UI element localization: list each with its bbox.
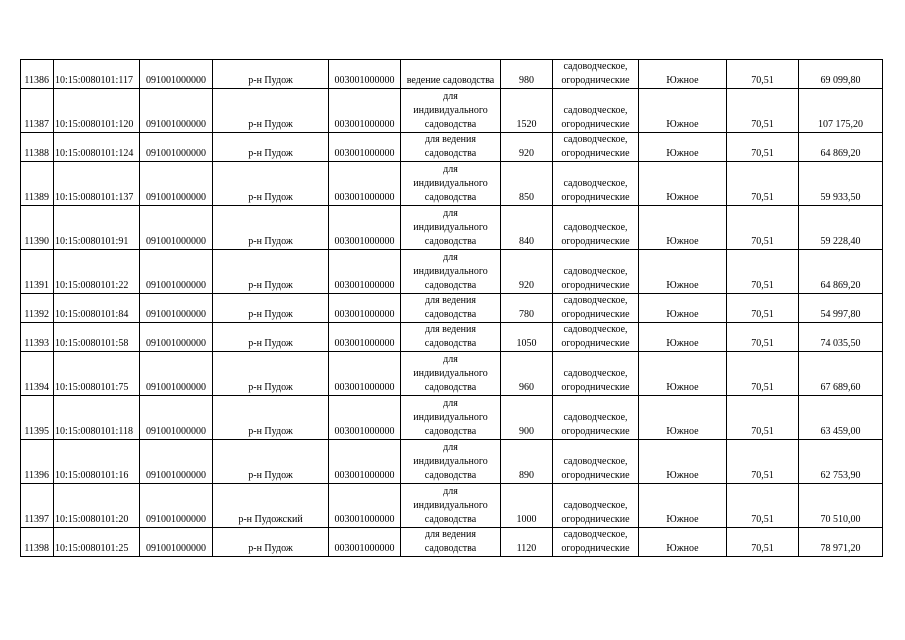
cadastral-value-cell: 74 035,50	[799, 323, 883, 352]
specific-value-cell: 70,51	[727, 162, 799, 206]
zone-cell: Южное	[639, 352, 727, 396]
permitted-use-cell-line: садоводства	[424, 236, 477, 247]
table-row	[21, 294, 883, 323]
permitted-use-cell	[401, 133, 501, 162]
land-use-type-cell-line: садоводческое,	[563, 134, 628, 145]
okato-code-cell: 091001000000	[140, 133, 213, 162]
district-cell: р-н Пудож	[213, 133, 329, 162]
permitted-use-cell-line: индивидуального	[413, 368, 488, 379]
table-body	[21, 60, 883, 557]
land-use-type-cell-line: садоводческое,	[563, 324, 628, 335]
permitted-use-cell	[401, 60, 501, 89]
table-row	[21, 484, 883, 528]
land-use-type-cell-line: огороднические	[561, 119, 630, 130]
zone-cell: Южное	[639, 440, 727, 484]
okato-code-cell: 091001000000	[140, 294, 213, 323]
land-use-type-cell-line: садоводческое,	[563, 529, 628, 540]
permitted-use-cell-line: садоводства	[424, 382, 477, 393]
specific-value-cell: 70,51	[727, 484, 799, 528]
permitted-use-cell-line: индивидуального	[413, 412, 488, 423]
cadastral-number-cell: 10:15:0080101:58	[54, 323, 140, 352]
zone-cell: Южное	[639, 294, 727, 323]
okato-code-cell: 091001000000	[140, 250, 213, 294]
cadastral-value-cell: 63 459,00	[799, 396, 883, 440]
oktmo-code-cell: 003001000000	[329, 440, 401, 484]
area-cell: 980	[501, 60, 553, 89]
oktmo-code-cell: 003001000000	[329, 133, 401, 162]
zone-cell: Южное	[639, 133, 727, 162]
land-use-type-cell-line: садоводческое,	[563, 500, 628, 511]
permitted-use-cell-line: индивидуального	[413, 222, 488, 233]
permitted-use-cell-line: для	[443, 91, 458, 102]
table-row	[21, 352, 883, 396]
cadastral-number-cell: 10:15:0080101:91	[54, 206, 140, 250]
specific-value-cell: 70,51	[727, 352, 799, 396]
row-number-cell: 11389	[21, 162, 54, 206]
oktmo-code-cell: 003001000000	[329, 162, 401, 206]
area-cell: 1520	[501, 89, 553, 133]
oktmo-code-cell: 003001000000	[329, 528, 401, 557]
cadastral-value-cell: 59 228,40	[799, 206, 883, 250]
oktmo-code-cell: 003001000000	[329, 250, 401, 294]
district-cell: р-н Пудож	[213, 162, 329, 206]
table-row	[21, 162, 883, 206]
cadastral-number-cell: 10:15:0080101:124	[54, 133, 140, 162]
cadastral-value-cell: 70 510,00	[799, 484, 883, 528]
permitted-use-cell-line: для	[443, 164, 458, 175]
cadastral-number-cell: 10:15:0080101:20	[54, 484, 140, 528]
okato-code-cell: 091001000000	[140, 352, 213, 396]
area-cell: 850	[501, 162, 553, 206]
oktmo-code-cell: 003001000000	[329, 323, 401, 352]
land-use-type-cell	[553, 89, 639, 133]
specific-value-cell: 70,51	[727, 89, 799, 133]
zone-cell: Южное	[639, 323, 727, 352]
land-cadastre-table	[20, 59, 883, 557]
row-number-cell: 11396	[21, 440, 54, 484]
specific-value-cell: 70,51	[727, 206, 799, 250]
specific-value-cell: 70,51	[727, 294, 799, 323]
land-use-type-cell-line: садоводческое,	[563, 178, 628, 189]
permitted-use-cell-line: садоводства	[424, 148, 477, 159]
permitted-use-cell	[401, 89, 501, 133]
land-use-type-cell	[553, 396, 639, 440]
table-row	[21, 528, 883, 557]
row-number-cell: 11398	[21, 528, 54, 557]
district-cell: р-н Пудож	[213, 206, 329, 250]
permitted-use-cell	[401, 250, 501, 294]
land-use-type-cell-line: огороднические	[561, 309, 630, 320]
permitted-use-cell	[401, 294, 501, 323]
land-use-type-cell-line: огороднические	[561, 148, 630, 159]
zone-cell: Южное	[639, 162, 727, 206]
cadastral-value-cell: 62 753,90	[799, 440, 883, 484]
land-use-type-cell	[553, 294, 639, 323]
cadastral-number-cell: 10:15:0080101:120	[54, 89, 140, 133]
oktmo-code-cell: 003001000000	[329, 396, 401, 440]
land-use-type-cell-line: огороднические	[561, 470, 630, 481]
area-cell: 840	[501, 206, 553, 250]
zone-cell: Южное	[639, 250, 727, 294]
land-use-type-cell	[553, 60, 639, 89]
permitted-use-cell	[401, 396, 501, 440]
oktmo-code-cell: 003001000000	[329, 60, 401, 89]
oktmo-code-cell: 003001000000	[329, 352, 401, 396]
specific-value-cell: 70,51	[727, 440, 799, 484]
cadastral-value-cell: 69 099,80	[799, 60, 883, 89]
okato-code-cell: 091001000000	[140, 396, 213, 440]
table-row	[21, 60, 883, 89]
area-cell: 920	[501, 133, 553, 162]
specific-value-cell: 70,51	[727, 60, 799, 89]
cadastral-value-cell: 54 997,80	[799, 294, 883, 323]
oktmo-code-cell: 003001000000	[329, 294, 401, 323]
area-cell: 1120	[501, 528, 553, 557]
land-use-type-cell	[553, 162, 639, 206]
district-cell: р-н Пудож	[213, 528, 329, 557]
permitted-use-cell-line: для ведения	[425, 529, 476, 540]
specific-value-cell: 70,51	[727, 250, 799, 294]
table-row	[21, 89, 883, 133]
land-use-type-cell	[553, 323, 639, 352]
permitted-use-cell-line: для	[443, 252, 458, 263]
land-use-type-cell-line: садоводческое,	[563, 105, 628, 116]
district-cell: р-н Пудож	[213, 60, 329, 89]
area-cell: 960	[501, 352, 553, 396]
table-row	[21, 396, 883, 440]
permitted-use-cell-line: для	[443, 442, 458, 453]
zone-cell: Южное	[639, 528, 727, 557]
table-row	[21, 133, 883, 162]
permitted-use-cell	[401, 484, 501, 528]
okato-code-cell: 091001000000	[140, 89, 213, 133]
land-use-type-cell-line: огороднические	[561, 236, 630, 247]
row-number-cell: 11391	[21, 250, 54, 294]
row-number-cell: 11395	[21, 396, 54, 440]
cadastral-value-cell: 67 689,60	[799, 352, 883, 396]
land-use-type-cell-line: огороднические	[561, 543, 630, 554]
land-use-type-cell	[553, 484, 639, 528]
oktmo-code-cell: 003001000000	[329, 484, 401, 528]
area-cell: 1000	[501, 484, 553, 528]
area-cell: 890	[501, 440, 553, 484]
cadastral-number-cell: 10:15:0080101:117	[54, 60, 140, 89]
zone-cell: Южное	[639, 206, 727, 250]
permitted-use-cell-line: для	[443, 486, 458, 497]
oktmo-code-cell: 003001000000	[329, 206, 401, 250]
land-use-type-cell-line: садоводческое,	[563, 222, 628, 233]
cadastral-value-cell: 64 869,20	[799, 133, 883, 162]
cadastral-number-cell: 10:15:0080101:75	[54, 352, 140, 396]
land-use-type-cell	[553, 440, 639, 484]
cadastral-value-cell: 107 175,20	[799, 89, 883, 133]
permitted-use-cell-line: индивидуального	[413, 105, 488, 116]
district-cell: р-н Пудожский	[213, 484, 329, 528]
permitted-use-cell-line: садоводства	[424, 426, 477, 437]
permitted-use-cell	[401, 528, 501, 557]
district-cell: р-н Пудож	[213, 396, 329, 440]
table-row	[21, 323, 883, 352]
row-number-cell: 11392	[21, 294, 54, 323]
area-cell: 780	[501, 294, 553, 323]
row-number-cell: 11388	[21, 133, 54, 162]
district-cell: р-н Пудож	[213, 323, 329, 352]
cadastral-number-cell: 10:15:0080101:16	[54, 440, 140, 484]
okato-code-cell: 091001000000	[140, 528, 213, 557]
specific-value-cell: 70,51	[727, 528, 799, 557]
permitted-use-cell	[401, 162, 501, 206]
cadastral-value-cell: 78 971,20	[799, 528, 883, 557]
land-use-type-cell	[553, 250, 639, 294]
okato-code-cell: 091001000000	[140, 162, 213, 206]
zone-cell: Южное	[639, 60, 727, 89]
oktmo-code-cell: 003001000000	[329, 89, 401, 133]
district-cell: р-н Пудож	[213, 250, 329, 294]
district-cell: р-н Пудож	[213, 294, 329, 323]
cadastral-value-cell: 59 933,50	[799, 162, 883, 206]
permitted-use-cell-line: садоводства	[424, 338, 477, 349]
specific-value-cell: 70,51	[727, 396, 799, 440]
cadastral-number-cell: 10:15:0080101:118	[54, 396, 140, 440]
row-number-cell: 11393	[21, 323, 54, 352]
cadastral-number-cell: 10:15:0080101:22	[54, 250, 140, 294]
land-use-type-cell-line: садоводческое,	[563, 368, 628, 379]
okato-code-cell: 091001000000	[140, 484, 213, 528]
row-number-cell: 11390	[21, 206, 54, 250]
okato-code-cell: 091001000000	[140, 323, 213, 352]
permitted-use-cell-line: садоводства	[424, 119, 477, 130]
table-row	[21, 250, 883, 294]
permitted-use-cell-line: садоводства	[424, 192, 477, 203]
land-use-type-cell-line: огороднические	[561, 192, 630, 203]
permitted-use-cell-line: садоводства	[424, 309, 477, 320]
table-row	[21, 440, 883, 484]
okato-code-cell: 091001000000	[140, 60, 213, 89]
specific-value-cell: 70,51	[727, 133, 799, 162]
permitted-use-cell-line: садоводства	[424, 470, 477, 481]
zone-cell: Южное	[639, 89, 727, 133]
land-use-type-cell	[553, 133, 639, 162]
land-use-type-cell-line: огороднические	[561, 75, 630, 86]
land-use-type-cell-line: садоводческое,	[563, 266, 628, 277]
cadastral-number-cell: 10:15:0080101:137	[54, 162, 140, 206]
land-use-type-cell-line: огороднические	[561, 514, 630, 525]
land-use-type-cell-line: огороднические	[561, 382, 630, 393]
permitted-use-cell-line: для ведения	[425, 295, 476, 306]
permitted-use-cell-line: индивидуального	[413, 500, 488, 511]
zone-cell: Южное	[639, 396, 727, 440]
permitted-use-cell-line: для ведения	[425, 324, 476, 335]
permitted-use-cell-line: индивидуального	[413, 456, 488, 467]
land-use-type-cell-line: огороднические	[561, 338, 630, 349]
land-use-type-cell-line: садоводческое,	[563, 456, 628, 467]
okato-code-cell: 091001000000	[140, 440, 213, 484]
permitted-use-cell-line: садоводства	[424, 514, 477, 525]
permitted-use-cell	[401, 352, 501, 396]
permitted-use-cell-line: ведение садоводства	[406, 75, 495, 86]
permitted-use-cell-line: для	[443, 398, 458, 409]
row-number-cell: 11386	[21, 60, 54, 89]
row-number-cell: 11397	[21, 484, 54, 528]
district-cell: р-н Пудож	[213, 89, 329, 133]
land-use-type-cell-line: огороднические	[561, 426, 630, 437]
land-use-type-cell	[553, 206, 639, 250]
land-use-type-cell-line: садоводческое,	[563, 295, 628, 306]
land-use-type-cell	[553, 528, 639, 557]
okato-code-cell: 091001000000	[140, 206, 213, 250]
permitted-use-cell	[401, 206, 501, 250]
row-number-cell: 11394	[21, 352, 54, 396]
table-row	[21, 206, 883, 250]
permitted-use-cell-line: индивидуального	[413, 178, 488, 189]
area-cell: 1050	[501, 323, 553, 352]
area-cell: 920	[501, 250, 553, 294]
permitted-use-cell-line: садоводства	[424, 543, 477, 554]
permitted-use-cell-line: садоводства	[424, 280, 477, 291]
permitted-use-cell-line: индивидуального	[413, 266, 488, 277]
permitted-use-cell-line: для	[443, 208, 458, 219]
cadastral-value-cell: 64 869,20	[799, 250, 883, 294]
district-cell: р-н Пудож	[213, 440, 329, 484]
zone-cell: Южное	[639, 484, 727, 528]
permitted-use-cell	[401, 323, 501, 352]
land-use-type-cell	[553, 352, 639, 396]
land-use-type-cell-line: огороднические	[561, 280, 630, 291]
cadastral-number-cell: 10:15:0080101:25	[54, 528, 140, 557]
land-use-type-cell-line: садоводческое,	[563, 412, 628, 423]
row-number-cell: 11387	[21, 89, 54, 133]
area-cell: 900	[501, 396, 553, 440]
permitted-use-cell	[401, 440, 501, 484]
cadastral-number-cell: 10:15:0080101:84	[54, 294, 140, 323]
district-cell: р-н Пудож	[213, 352, 329, 396]
land-use-type-cell-line: садоводческое,	[563, 61, 628, 72]
permitted-use-cell-line: для ведения	[425, 134, 476, 145]
specific-value-cell: 70,51	[727, 323, 799, 352]
permitted-use-cell-line: для	[443, 354, 458, 365]
